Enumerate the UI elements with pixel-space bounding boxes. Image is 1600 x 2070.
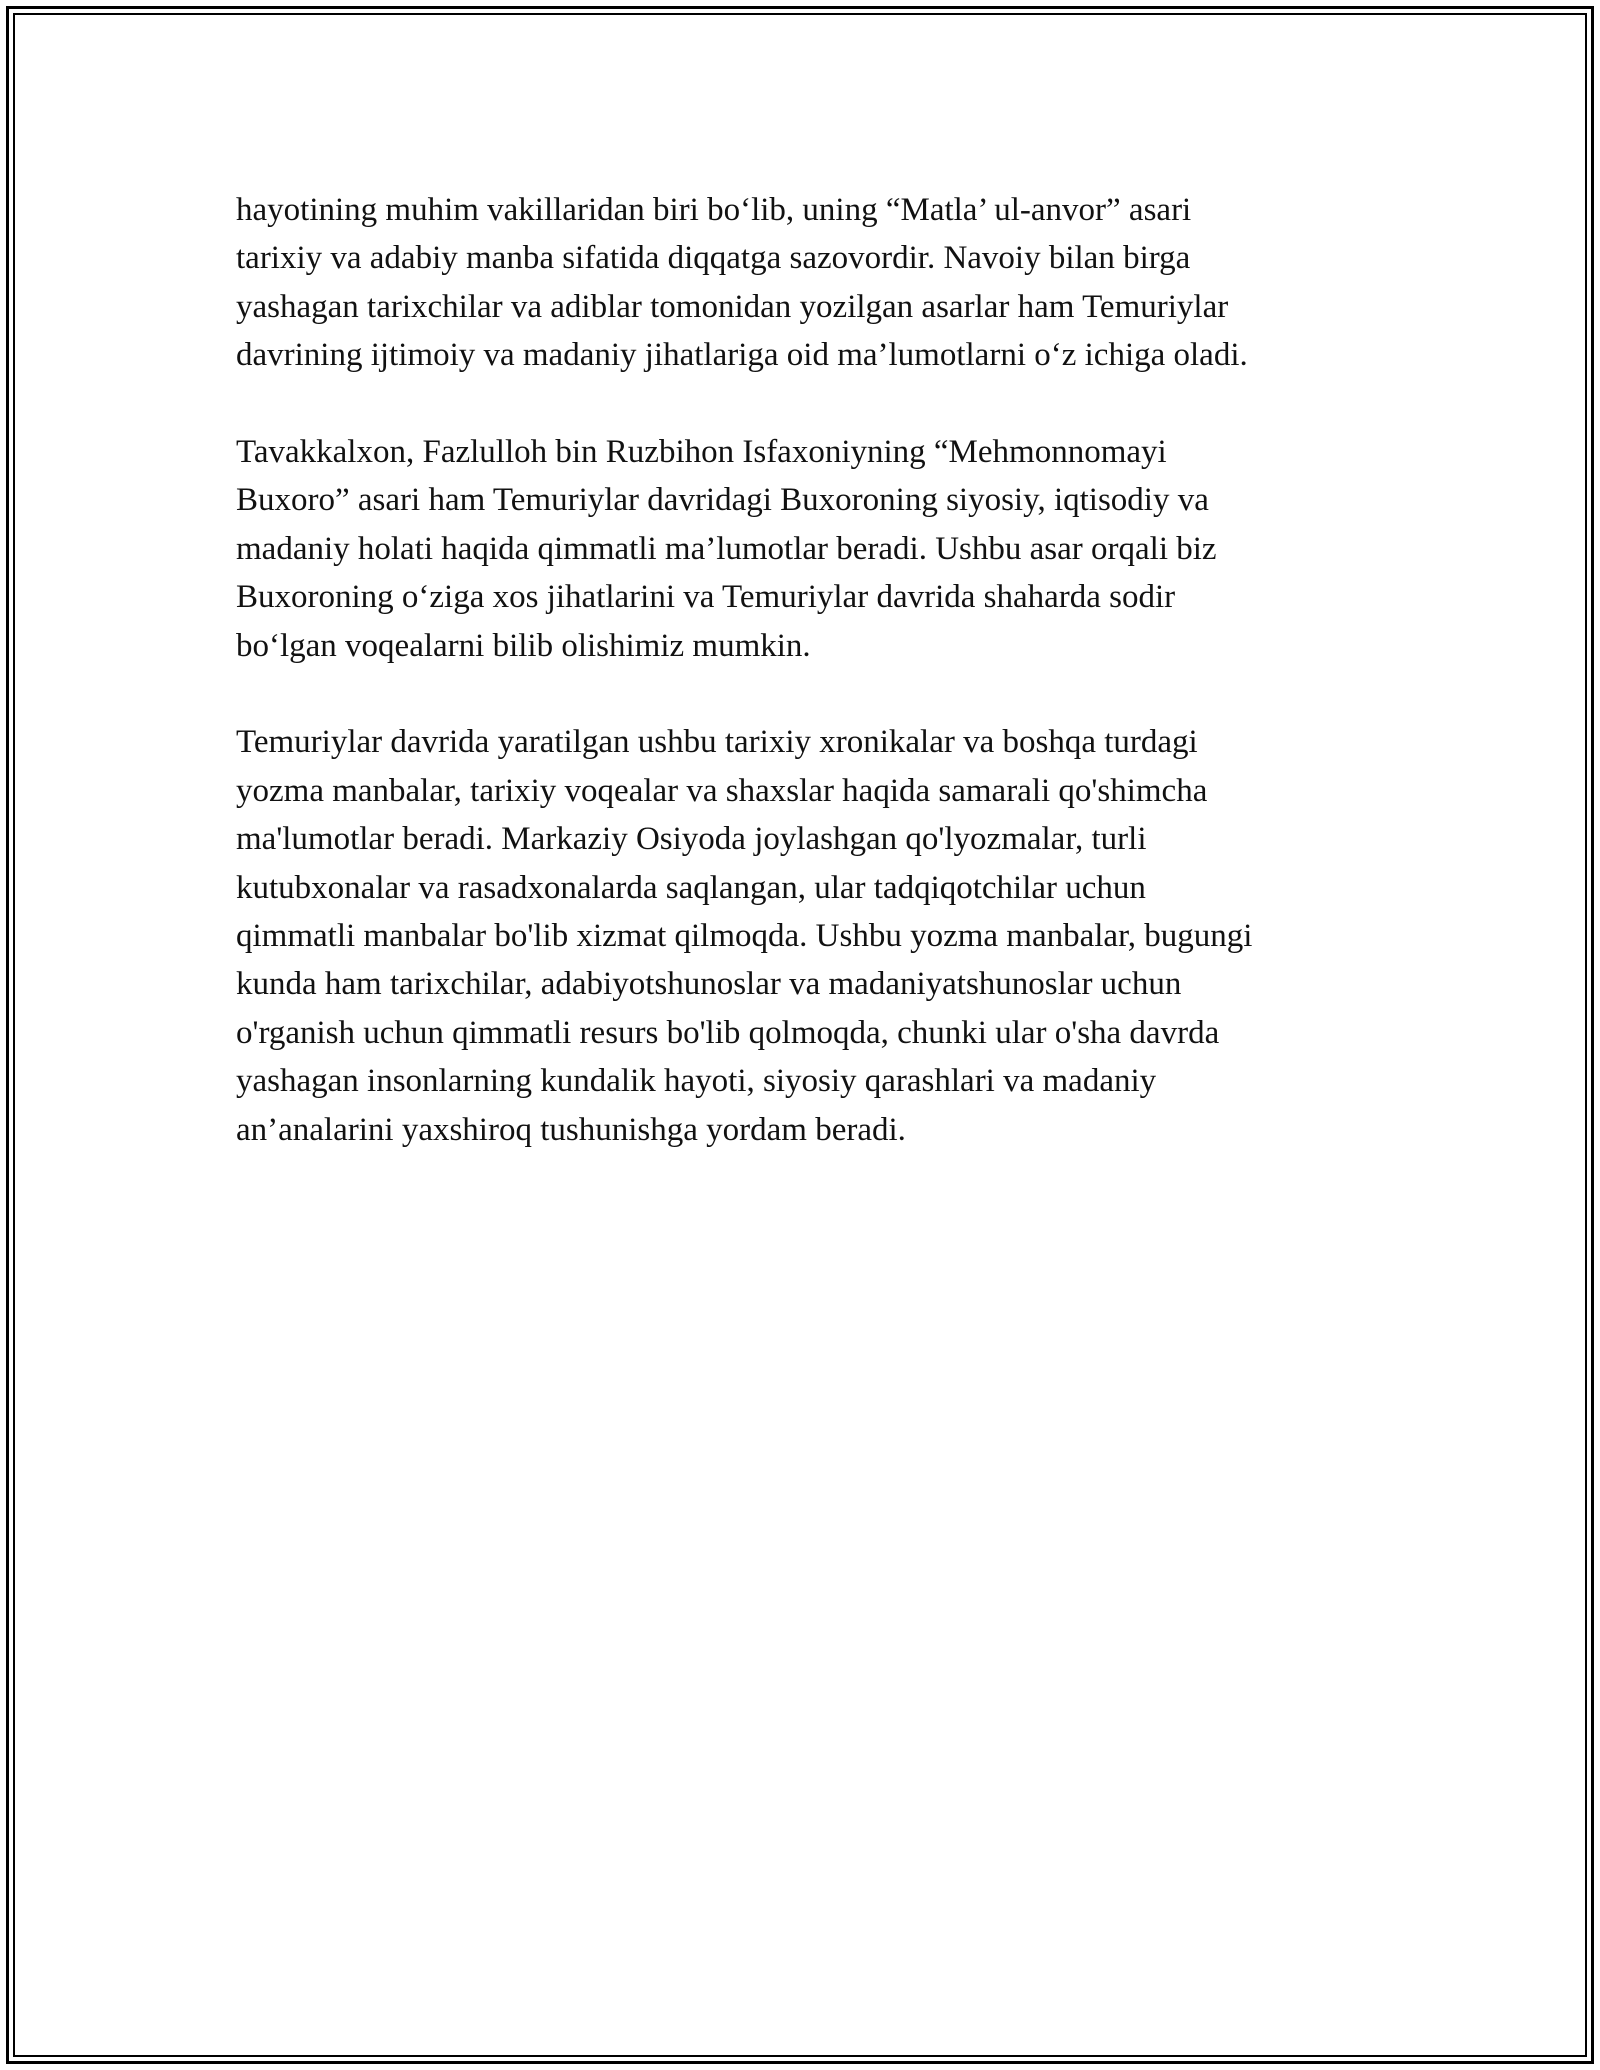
text-line: Temuriylar davrida yaratilgan ushbu tarixiy xronikalar va boshqa turdagi xyxy=(236,724,1198,761)
text-line: an’analarini yaxshiroq tushunishga yordam beradi. xyxy=(236,1111,906,1148)
text-line: bo‘lgan voqealarni bilib olishimiz mumkin. xyxy=(236,627,811,664)
text-line: kutubxonalar va rasadxonalarda saqlangan, ular tadqiqotchilar uchun xyxy=(236,869,1146,906)
text-line: davrining ijtimoiy va madaniy jihatlariga oid ma’lumotlarni o‘z ichiga oladi. xyxy=(236,337,1248,374)
text-line: Buxoroning o‘ziga xos jihatlarini va Temuriylar davrida shaharda sodir xyxy=(236,579,1176,616)
text-line: tarixiy va adabiy manba sifatida diqqatga sazovordir. Navoiy bilan birga xyxy=(236,240,1191,277)
text-line: qimmatli manbalar bo'lib xizmat qilmoqda. Ushbu yozma manbalar, bugungi xyxy=(236,918,1253,955)
text-line: hayotining muhim vakillaridan biri bo‘lib, uning “Matla’ ul-anvor” asari xyxy=(236,192,1192,228)
text-line: yashagan tarixchilar va adiblar tomonidan yozilgan asarlar ham Temuriylar xyxy=(236,288,1229,325)
text-line: kunda ham tarixchilar, adabiyotshunoslar va madaniyatshunoslar uchun xyxy=(236,966,1182,1003)
text-line: ma'lumotlar beradi. Markaziy Osiyoda joylashgan qo'lyozmalar, turli xyxy=(236,821,1147,858)
text-line: yozma manbalar, tarixiy voqealar va shaxslar haqida samarali qo'shimcha xyxy=(236,772,1208,809)
text-line: o'rganish uchun qimmatli resurs bo'lib qolmoqda, chunki ular o'sha davrda xyxy=(236,1014,1220,1051)
paragraph-2 xyxy=(236,428,1396,670)
text-line: Buxoro” asari ham Temuriylar davridagi Buxoroning siyosiy, iqtisodiy va xyxy=(236,482,1209,519)
paragraph-1 xyxy=(236,186,1396,380)
text-line: Tavakkalxon, Fazlulloh bin Ruzbihon Isfaxoniyning “Mehmonnomayi xyxy=(236,434,1167,471)
paragraph-3 xyxy=(236,718,1396,1154)
text-line: yashagan insonlarning kundalik hayoti, siyosiy qarashlari va madaniy xyxy=(236,1063,1157,1100)
document-body xyxy=(236,186,1396,1202)
text-line: madaniy holati haqida qimmatli ma’lumotlar beradi. Ushbu asar orqali biz xyxy=(236,530,1217,567)
